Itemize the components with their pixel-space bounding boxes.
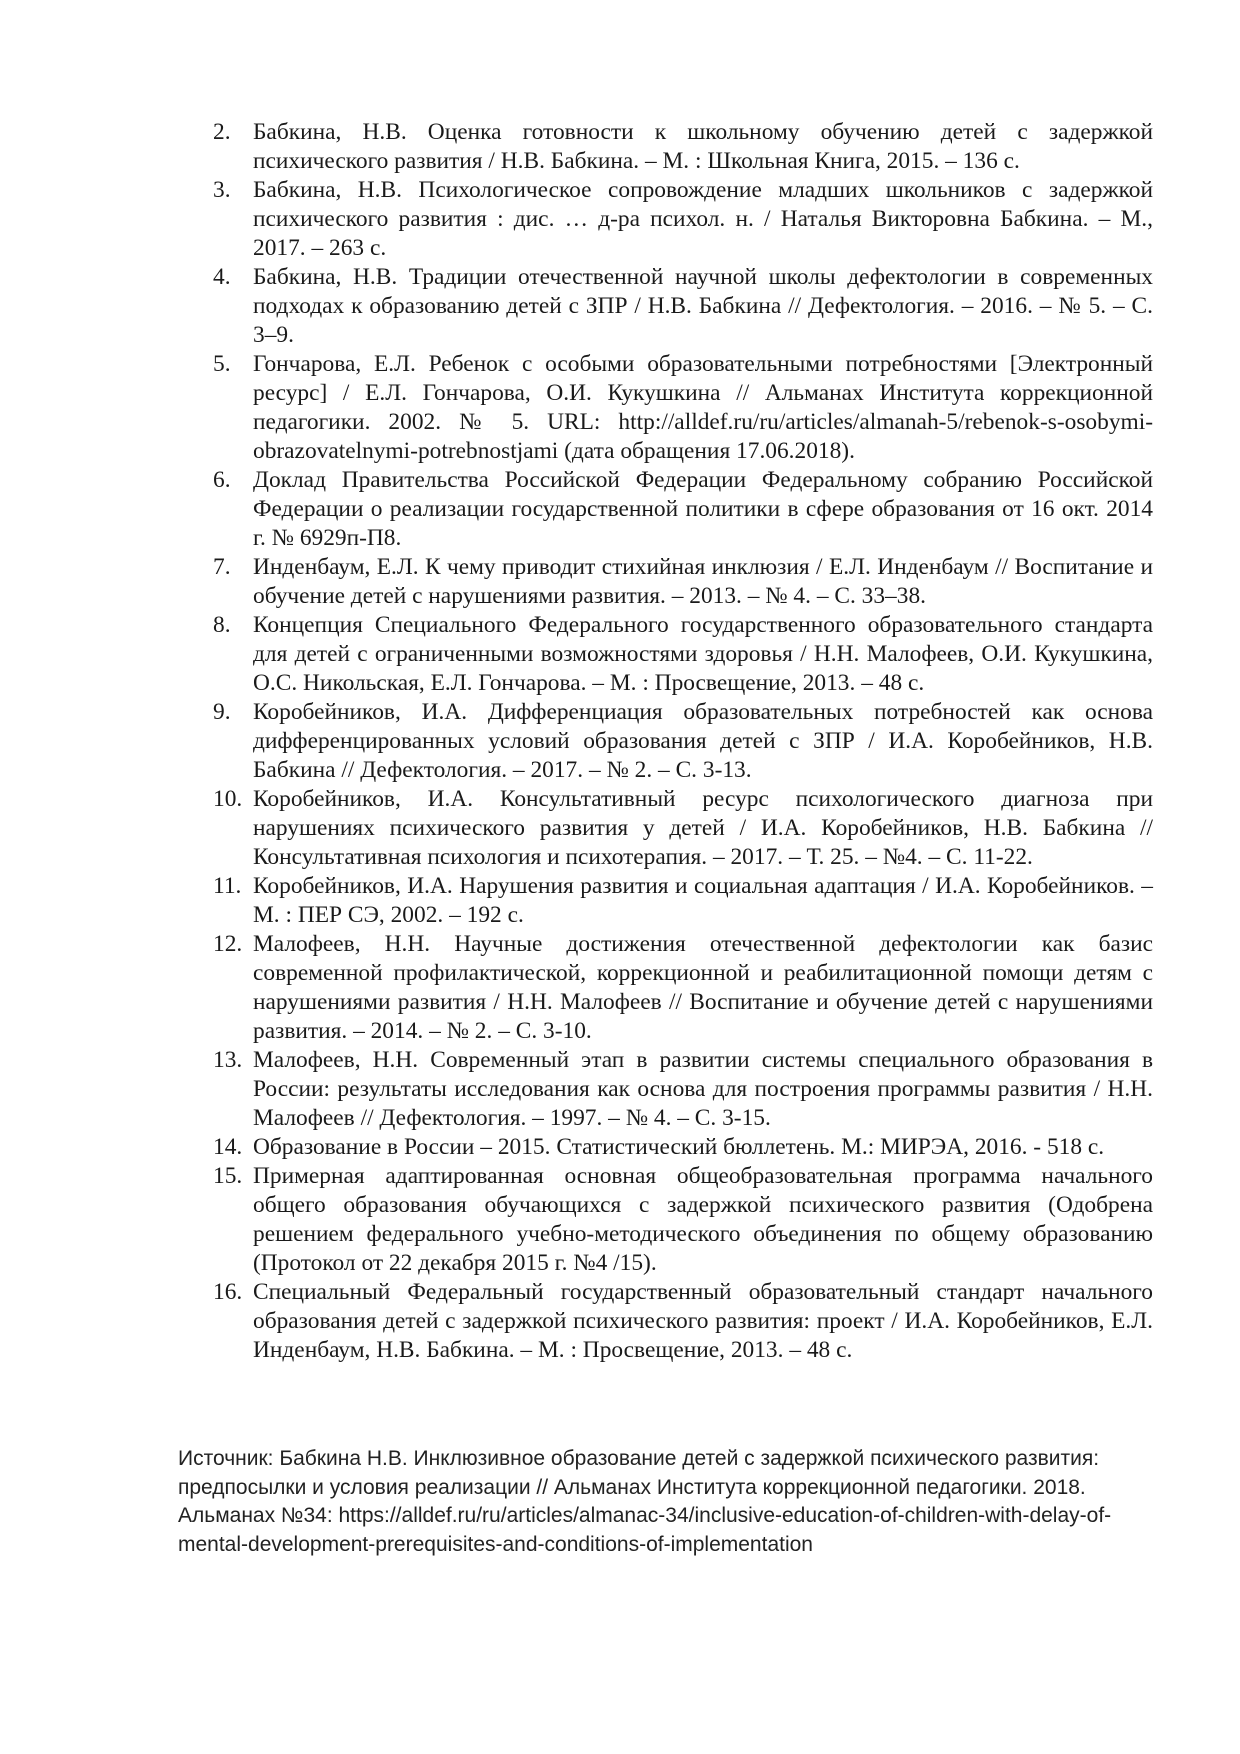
reference-list bbox=[213, 118, 1153, 1365]
reference-text: Коробейников, И.А. Консультативный ресурс психологического диагноза при нарушениях психического развития у детей / И.А. Коробейников, Н.В. Бабкина // Консультативная психология и психотерапия. – 2017. – Т. 25. – №4. – С. 11-22. bbox=[253, 786, 1153, 870]
reference-number: 8. bbox=[213, 612, 231, 638]
reference-item bbox=[213, 263, 1153, 350]
reference-item bbox=[213, 1046, 1153, 1133]
reference-number: 5. bbox=[213, 351, 231, 377]
reference-text: Малофеев, Н.Н. Современный этап в развитии системы специального образования в России: результаты исследования как основа для построения программы развития / Н.Н. Малофеев // Дефектология. – 1997. – № 4. – С. 3-15. bbox=[253, 1047, 1153, 1131]
reference-text: Инденбаум, Е.Л. К чему приводит стихийная инклюзия / Е.Л. Инденбаум // Воспитание и обучение детей с нарушениями развития. – 2013. – № 4. – С. 33–38. bbox=[253, 554, 1153, 609]
reference-text: Специальный Федеральный государственный образовательный стандарт начального образования детей с задержкой психического развития: проект / И.А. Коробейников, Е.Л. Инденбаум, Н.В. Бабкина. – М. : Просвещение, 2013. – 48 с. bbox=[253, 1279, 1153, 1363]
reference-text: Концепция Специального Федерального государственного образовательного стандарта для детей с ограниченными возможностями здоровья / Н.Н. Малофеев, О.И. Кукушкина, О.С. Никольская, Е.Л. Гончарова. – М. : Просвещение, 2013. – 48 с. bbox=[253, 612, 1153, 696]
reference-item bbox=[213, 553, 1153, 611]
reference-text: Бабкина, Н.В. Психологическое сопровождение младших школьников с задержкой психического развития : дис. … д-ра психол. н. / Наталья Викторовна Бабкина. – М., 2017. – 263 с. bbox=[253, 177, 1153, 261]
reference-item bbox=[213, 350, 1153, 466]
reference-number: 6. bbox=[213, 467, 231, 493]
reference-item bbox=[213, 785, 1153, 872]
reference-text: Образование в России – 2015. Статистический бюллетень. М.: МИРЭА, 2016. - 518 с. bbox=[253, 1134, 1105, 1160]
reference-item bbox=[213, 872, 1153, 930]
reference-number: 11. bbox=[213, 873, 242, 899]
reference-text: Бабкина, Н.В. Оценка готовности к школьному обучению детей с задержкой психического развития / Н.В. Бабкина. – М. : Школьная Книга, 2015. – 136 с. bbox=[253, 119, 1153, 174]
reference-text: Коробейников, И.А. Нарушения развития и социальная адаптация / И.А. Коробейников. – М. : ПЕР СЭ, 2002. – 192 с. bbox=[253, 873, 1153, 928]
reference-text: Гончарова, Е.Л. Ребенок с особыми образовательными потребностями [Электронный ресурс] / Е.Л. Гончарова, О.И. Кукушкина // Альманах Института коррекционной педагогики. 2002. № 5. URL: http://alldef.ru/ru/articles/almanah-5/rebenok-s-osobymi-obrazovatelnymi-potrebnostjami (дата обращения 17.06.2018). bbox=[253, 351, 1153, 464]
reference-item bbox=[213, 611, 1153, 698]
reference-number: 4. bbox=[213, 264, 231, 290]
reference-item bbox=[213, 176, 1153, 263]
reference-item bbox=[213, 1162, 1153, 1278]
reference-text: Примерная адаптированная основная общеобразовательная программа начального общего образования обучающихся с задержкой психического развития (Одобрена решением федерального учебно-методического объединения по общему образованию (Протокол от 22 декабря 2015 г. №4 /15). bbox=[253, 1163, 1153, 1276]
reference-item bbox=[213, 930, 1153, 1046]
reference-number: 2. bbox=[213, 119, 231, 145]
reference-number: 15. bbox=[213, 1163, 243, 1189]
source-citation: Источник: Бабкина Н.В. Инклюзивное образование детей с задержкой психического развития: предпосылки и условия реализации // Альманах Института коррекционной педагогики. 2018. Альманах №34: https://alldef.ru/ru/articles/almanac-34/inclusive-education-of-children-with-delay-of-mental-development-prerequisites-and-conditions-of-implementation bbox=[178, 1447, 1112, 1556]
reference-number: 10. bbox=[213, 786, 243, 812]
reference-number: 13. bbox=[213, 1047, 243, 1073]
reference-number: 16. bbox=[213, 1279, 243, 1305]
reference-item bbox=[213, 118, 1153, 176]
reference-number: 3. bbox=[213, 177, 231, 203]
reference-text: Доклад Правительства Российской Федерации Федеральному собранию Российской Федерации о реализации государственной политики в сфере образования от 16 окт. 2014 г. № 6929п-П8. bbox=[253, 467, 1153, 551]
reference-text: Бабкина, Н.В. Традиции отечественной научной школы дефектологии в современных подходах к образованию детей с ЗПР / Н.В. Бабкина // Дефектология. – 2016. – № 5. – С. 3–9. bbox=[253, 264, 1153, 348]
reference-item bbox=[213, 1278, 1153, 1365]
reference-number: 9. bbox=[213, 699, 231, 725]
reference-text: Коробейников, И.А. Дифференциация образовательных потребностей как основа дифференцированных условий образования детей с ЗПР / И.А. Коробейников, Н.В. Бабкина // Дефектология. – 2017. – № 2. – С. 3-13. bbox=[253, 699, 1153, 783]
reference-number: 12. bbox=[213, 931, 243, 957]
reference-item bbox=[213, 466, 1153, 553]
reference-item bbox=[213, 698, 1153, 785]
reference-number: 14. bbox=[213, 1134, 243, 1160]
reference-item bbox=[213, 1133, 1153, 1162]
reference-number: 7. bbox=[213, 554, 231, 580]
reference-text: Малофеев, Н.Н. Научные достижения отечественной дефектологии как базис современной профилактической, коррекционной и реабилитационной помощи детям с нарушениями развития / Н.Н. Малофеев // Воспитание и обучение детей с нарушениями развития. – 2014. – № 2. – С. 3-10. bbox=[253, 931, 1153, 1044]
